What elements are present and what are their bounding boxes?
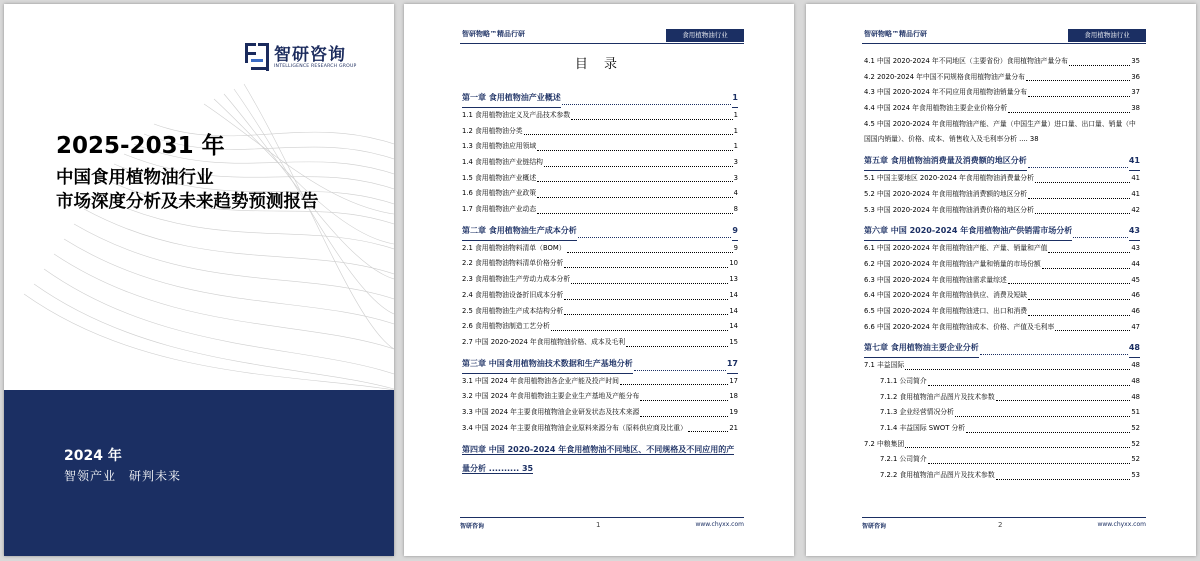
toc-leader-dots (1008, 112, 1130, 113)
toc-entry[interactable] (462, 241, 738, 257)
toc-entry[interactable] (864, 117, 1140, 148)
toc-page-number: 14 (729, 322, 738, 331)
toc-page-number: 52 (1131, 439, 1140, 448)
toc-entry-title: 第三章 中国食用植物油技术数据和生产基地分析 (462, 354, 633, 374)
header-tab: 食用植物油行业 (666, 29, 744, 42)
toc-leader-dots (928, 463, 1131, 464)
toc-leader-dots (955, 416, 1131, 417)
toc-page-number: 48 (1131, 392, 1140, 401)
toc-entry-title: 第七章 食用植物油主要企业分析 (864, 338, 979, 358)
toc-leader-dots (996, 400, 1131, 401)
toc-leader-dots (620, 384, 728, 385)
toc-leader-dots (1035, 213, 1130, 214)
toc-page-number: 1 (732, 88, 738, 108)
toc-entry[interactable] (864, 437, 1140, 453)
toc-leader-dots (1035, 182, 1130, 183)
toc-entry[interactable] (462, 124, 738, 140)
report-title-line2: 市场深度分析及未来趋势预测报告 (56, 192, 319, 212)
toc-entry-title: 4.1 中国 2020-2024 年不同地区（主要省份）食用植物油产量分布 (864, 56, 1068, 65)
toc-page-number: 37 (1131, 88, 1140, 97)
toc-entry-title: 5.2 中国 2020-2024 年食用植物油消费额的地区分析 (864, 189, 1028, 198)
toc-entry-title: 2.7 中国 2020-2024 年食用植物油价格、成本及毛利 (462, 337, 626, 346)
toc-entry-title: 7.1 丰益国际 (864, 361, 905, 370)
toc-entry[interactable] (462, 389, 738, 405)
page-header (460, 29, 744, 44)
toc-leader-dots (1028, 198, 1130, 199)
toc-entry-title: 2.3 食用植物油生产劳动力成本分析 (462, 275, 571, 284)
toc-page-number: 46 (1131, 306, 1140, 315)
toc-entry-title: 7.1.4 丰益国际 SWOT 分析 (880, 424, 966, 433)
toc-entry-title: 6.3 中国 2020-2024 年食用植物油需求量综述 (864, 275, 1007, 284)
toc-page-number: 3 (733, 173, 738, 182)
toc-leader-dots (1073, 237, 1128, 238)
toc-page-number: 9 (733, 243, 738, 252)
logo-tagline: INTELLIGENCE RESEARCH GROUP (274, 63, 357, 69)
toc-entry[interactable] (864, 54, 1140, 70)
toc-page-number: 48 (1131, 361, 1140, 370)
toc-leader-dots (688, 431, 728, 432)
toc-entry-title: 3.1 中国 2024 年食用植物油各企业产能及投产时间 (462, 376, 619, 385)
toc-entry[interactable] (462, 304, 738, 320)
toc-entry[interactable] (462, 405, 738, 421)
toc-entry-title: 6.1 中国 2020-2024 年食用植物油产能、产量、销量和产值 (864, 244, 1048, 253)
page-number: 1 (596, 521, 601, 529)
toc-entry-title: 第五章 食用植物油消费量及消费额的地区分析 (864, 151, 1027, 171)
toc-page-1 (404, 4, 794, 556)
toc-page-number: 44 (1131, 259, 1140, 268)
toc-entry-title: 5.3 中国 2020-2024 年食用植物油消费价格的地区分析 (864, 205, 1034, 214)
toc-page-number: 14 (729, 290, 738, 299)
toc-page-number: 21 (729, 423, 738, 432)
toc-page-number: 3 (733, 158, 738, 167)
toc-leader-dots (524, 134, 733, 135)
toc-entry-title: 2.5 食用植物油生产成本结构分析 (462, 306, 564, 315)
toc-leader-dots (562, 104, 732, 105)
toc-entry-title: 7.1.2 食用植物油产品图片及技术参数 (880, 392, 995, 401)
toc-leader-dots (578, 237, 732, 238)
toc-entry-title: 7.2.1 公司简介 (880, 455, 927, 464)
toc-page-number: 48 (1129, 338, 1140, 358)
toc-page-number: 18 (729, 392, 738, 401)
toc-entry[interactable] (864, 405, 1140, 421)
toc-leader-dots (928, 385, 1131, 386)
header-brand: 智研物略™精品行研 (864, 30, 927, 38)
toc-page-number: 35 (1131, 56, 1140, 65)
toc-entry[interactable] (864, 288, 1140, 304)
toc-page-number: 13 (729, 275, 738, 284)
toc-page-2 (806, 4, 1196, 556)
toc-entry[interactable] (462, 335, 738, 351)
toc-leader-dots (564, 299, 728, 300)
toc-leader-dots (1042, 268, 1131, 269)
report-slogan: 智领产业 研判未来 (64, 469, 182, 483)
header-tab: 食用植物油行业 (1068, 29, 1146, 42)
toc-entry-title: 1.6 食用植物油产业政策 (462, 189, 537, 198)
header-brand: 智研物略™精品行研 (462, 30, 525, 38)
toc-leader-dots (634, 370, 726, 371)
toc-chapter-entry[interactable] (462, 89, 738, 108)
toc-entry[interactable] (864, 304, 1140, 320)
toc-page-number: 1 (733, 110, 738, 119)
toc-page-number: 36 (1131, 72, 1140, 81)
toc-leader-dots (1028, 96, 1130, 97)
toc-chapter-entry[interactable] (462, 355, 738, 374)
toc-list (462, 85, 738, 478)
toc-entry[interactable] (462, 171, 738, 187)
toc-entry-title: 3.4 中国 2024 年主要食用植物油企业原料来源分布（原料供应商及比重） (462, 423, 687, 432)
toc-leader-dots (1026, 80, 1130, 81)
toc-entry-title: 7.2 中粮集团 (864, 439, 905, 448)
toc-page-number: 52 (1131, 455, 1140, 464)
toc-page-number: 10 (729, 259, 738, 268)
footer-logo: 智研咨询 (862, 523, 887, 530)
report-year-range: 2025-2031 年 (56, 133, 225, 159)
toc-entry[interactable] (864, 187, 1140, 203)
toc-entry-title: 6.4 中国 2020-2024 年食用植物油供应、消费及短缺 (864, 291, 1028, 300)
toc-entry-title: 6.5 中国 2020-2024 年食用植物油进口、出口和消费 (864, 306, 1028, 315)
footer-url[interactable]: www.chyxx.com (1097, 521, 1146, 528)
toc-leader-dots (1008, 283, 1131, 284)
toc-entry[interactable] (864, 320, 1140, 336)
toc-leader-dots (966, 432, 1130, 433)
toc-entry[interactable] (864, 70, 1140, 86)
toc-entry-title: 3.2 中国 2024 年食用植物油主要企业生产基地及产能分布 (462, 392, 640, 401)
toc-chapter-entry[interactable] (864, 339, 1140, 358)
toc-chapter-entry[interactable] (864, 222, 1140, 241)
toc-page-number: 47 (1131, 322, 1140, 331)
toc-page-number: 8 (733, 205, 738, 214)
toc-leader-dots (905, 369, 1130, 370)
toc-entry-title: 6.6 中国 2020-2024 年食用植物油成本、价格、产值及毛利率 (864, 322, 1055, 331)
toc-entry[interactable] (864, 273, 1140, 289)
toc-list (864, 54, 1140, 484)
toc-entry-title: 4.3 中国 2020-2024 年不同应用食用植物油销量分布 (864, 88, 1028, 97)
toc-entry-title: 第二章 食用植物油生产成本分析 (462, 221, 577, 241)
toc-leader-dots (544, 166, 733, 167)
toc-entry-title: 6.2 中国 2020-2024 年食用植物油产量和销量的市场份额 (864, 259, 1041, 268)
company-logo (244, 42, 356, 72)
toc-entry[interactable] (462, 202, 738, 218)
toc-leader-dots (1069, 65, 1130, 66)
toc-entry-title: 3.3 中国 2024 年主要食用植物油企业研发状态及技术来源 (462, 407, 640, 416)
toc-entry-title: 4.4 中国 2024 年食用植物油主要企业价格分析 (864, 104, 1008, 113)
toc-leader-dots (626, 346, 728, 347)
page-footer (862, 517, 1146, 530)
toc-entry[interactable] (462, 186, 738, 202)
report-title-line1: 中国食用植物油行业 (56, 168, 214, 188)
toc-entry[interactable] (462, 374, 738, 390)
toc-entry-title: 4.2 2020-2024 年中国不同规格食用植物油产量分布 (864, 72, 1025, 81)
toc-page-number: 43 (1131, 244, 1140, 253)
toc-entry[interactable] (462, 257, 738, 273)
toc-entry[interactable] (462, 155, 738, 171)
toc-entry[interactable] (864, 421, 1140, 437)
toc-entry[interactable] (462, 288, 738, 304)
toc-entry-title: 2.6 食用植物油制造工艺分析 (462, 322, 550, 331)
toc-leader-dots (537, 181, 733, 182)
toc-page-number: 9 (732, 221, 738, 241)
toc-leader-dots (640, 416, 728, 417)
toc-page-number: 46 (1131, 291, 1140, 300)
toc-entry-title: 第一章 食用植物油产业概述 (462, 88, 561, 108)
toc-page-number: 1 (733, 142, 738, 151)
toc-leader-dots (564, 314, 728, 315)
toc-page-number: 41 (1131, 189, 1140, 198)
toc-leader-dots (640, 400, 728, 401)
toc-entry[interactable] (462, 421, 738, 437)
page-number: 2 (998, 521, 1003, 529)
toc-entry-title: 1.2 食用植物油分类 (462, 126, 523, 135)
toc-leader-dots (1055, 330, 1130, 331)
toc-chapter-entry[interactable] (462, 222, 738, 241)
toc-entry-title: 7.1.3 企业经营情况分析 (880, 408, 954, 417)
toc-entry[interactable] (864, 390, 1140, 406)
toc-entry-title: 7.2.2 食用植物油产品图片及技术参数 (880, 471, 995, 480)
toc-page-number: 17 (727, 354, 738, 374)
toc-leader-dots (1028, 167, 1128, 168)
toc-leader-dots (571, 283, 728, 284)
logo-mark-icon (244, 42, 270, 72)
toc-entry-title: 第四章 中国 2020-2024 年食用植物油不同地区、不同规格及不同应用的产量分析 .......... 35 (462, 445, 735, 474)
toc-leader-dots (980, 354, 1128, 355)
toc-entry[interactable] (864, 171, 1140, 187)
toc-entry[interactable] (864, 241, 1140, 257)
toc-entry[interactable] (864, 203, 1140, 219)
page-header (862, 29, 1146, 44)
toc-leader-dots (537, 197, 733, 198)
toc-leader-dots (905, 447, 1130, 448)
cover-bottom-band (4, 390, 394, 556)
toc-leader-dots (1028, 315, 1130, 316)
toc-leader-dots (537, 150, 733, 151)
toc-entry-title: 1.1 食用植物油定义及产品技术参数 (462, 110, 571, 119)
toc-title: 目 录 (574, 57, 624, 72)
toc-page-number: 48 (1131, 377, 1140, 386)
toc-chapter-entry[interactable] (864, 152, 1140, 171)
toc-page-number: 4 (733, 189, 738, 198)
toc-entry[interactable] (864, 374, 1140, 390)
toc-page-number: 38 (1131, 104, 1140, 113)
toc-leader-dots (567, 252, 733, 253)
toc-leader-dots (551, 330, 729, 331)
toc-entry-title: 5.1 中国主要地区 2020-2024 年食用植物油消费量分析 (864, 174, 1034, 183)
cover-page (4, 4, 394, 556)
toc-entry[interactable] (864, 101, 1140, 117)
report-date: 2024 年 (64, 448, 122, 464)
toc-entry[interactable] (864, 358, 1140, 374)
toc-entry-title: 第六章 中国 2020-2024 年食用植物油产供销需市场分析 (864, 221, 1072, 241)
toc-page-number: 15 (729, 337, 738, 346)
toc-page-number: 52 (1131, 424, 1140, 433)
toc-entry[interactable] (864, 468, 1140, 484)
footer-url[interactable]: www.chyxx.com (695, 521, 744, 528)
toc-entry[interactable] (864, 257, 1140, 273)
toc-entry[interactable] (462, 108, 738, 124)
toc-entry[interactable] (864, 85, 1140, 101)
toc-page-number: 42 (1131, 205, 1140, 214)
toc-entry[interactable] (462, 272, 738, 288)
toc-entry[interactable] (462, 139, 738, 155)
toc-entry-title: 2.4 食用植物油设备折旧成本分析 (462, 290, 564, 299)
toc-entry[interactable] (864, 452, 1140, 468)
toc-entry[interactable] (462, 319, 738, 335)
toc-page-number: 41 (1129, 151, 1140, 171)
footer-logo: 智研咨询 (460, 523, 485, 530)
page-footer (460, 517, 744, 530)
toc-entry-title: 7.1.1 公司简介 (880, 377, 927, 386)
toc-page-number: 17 (729, 376, 738, 385)
toc-entry-title: 2.1 食用植物油物料清单（BOM） (462, 243, 566, 252)
toc-page-number: 1 (733, 126, 738, 135)
toc-page-number: 43 (1129, 221, 1140, 241)
toc-entry-title: 1.7 食用植物油产业动态 (462, 205, 537, 214)
toc-leader-dots (564, 267, 728, 268)
toc-page-number: 51 (1131, 408, 1140, 417)
toc-page-number: 45 (1131, 275, 1140, 284)
toc-leader-dots (996, 479, 1131, 480)
toc-page-number: 53 (1131, 471, 1140, 480)
toc-entry-title: 1.3 食用植物油应用领域 (462, 142, 537, 151)
toc-leader-dots (537, 213, 733, 214)
toc-entry-title: 4.5 中国 2020-2024 年食用植物油产能、产量（中国生产量）进口量、出口量、销量（中国国内销量）、价格、成本、销售收入及毛利率分析 .... 38 (864, 119, 1136, 144)
toc-chapter-entry[interactable] (462, 440, 738, 478)
toc-entry-title: 1.4 食用植物油产业链结构 (462, 158, 543, 167)
toc-leader-dots (571, 119, 733, 120)
logo-name: 智研咨询 (274, 44, 346, 65)
toc-leader-dots (1048, 252, 1130, 253)
toc-entry-title: 1.5 食用植物油产业概述 (462, 173, 537, 182)
toc-page-number: 14 (729, 306, 738, 315)
toc-page-number: 41 (1131, 174, 1140, 183)
toc-page-number: 19 (729, 407, 738, 416)
toc-entry-title: 2.2 食用植物油物料清单价格分析 (462, 259, 564, 268)
toc-leader-dots (1028, 299, 1130, 300)
